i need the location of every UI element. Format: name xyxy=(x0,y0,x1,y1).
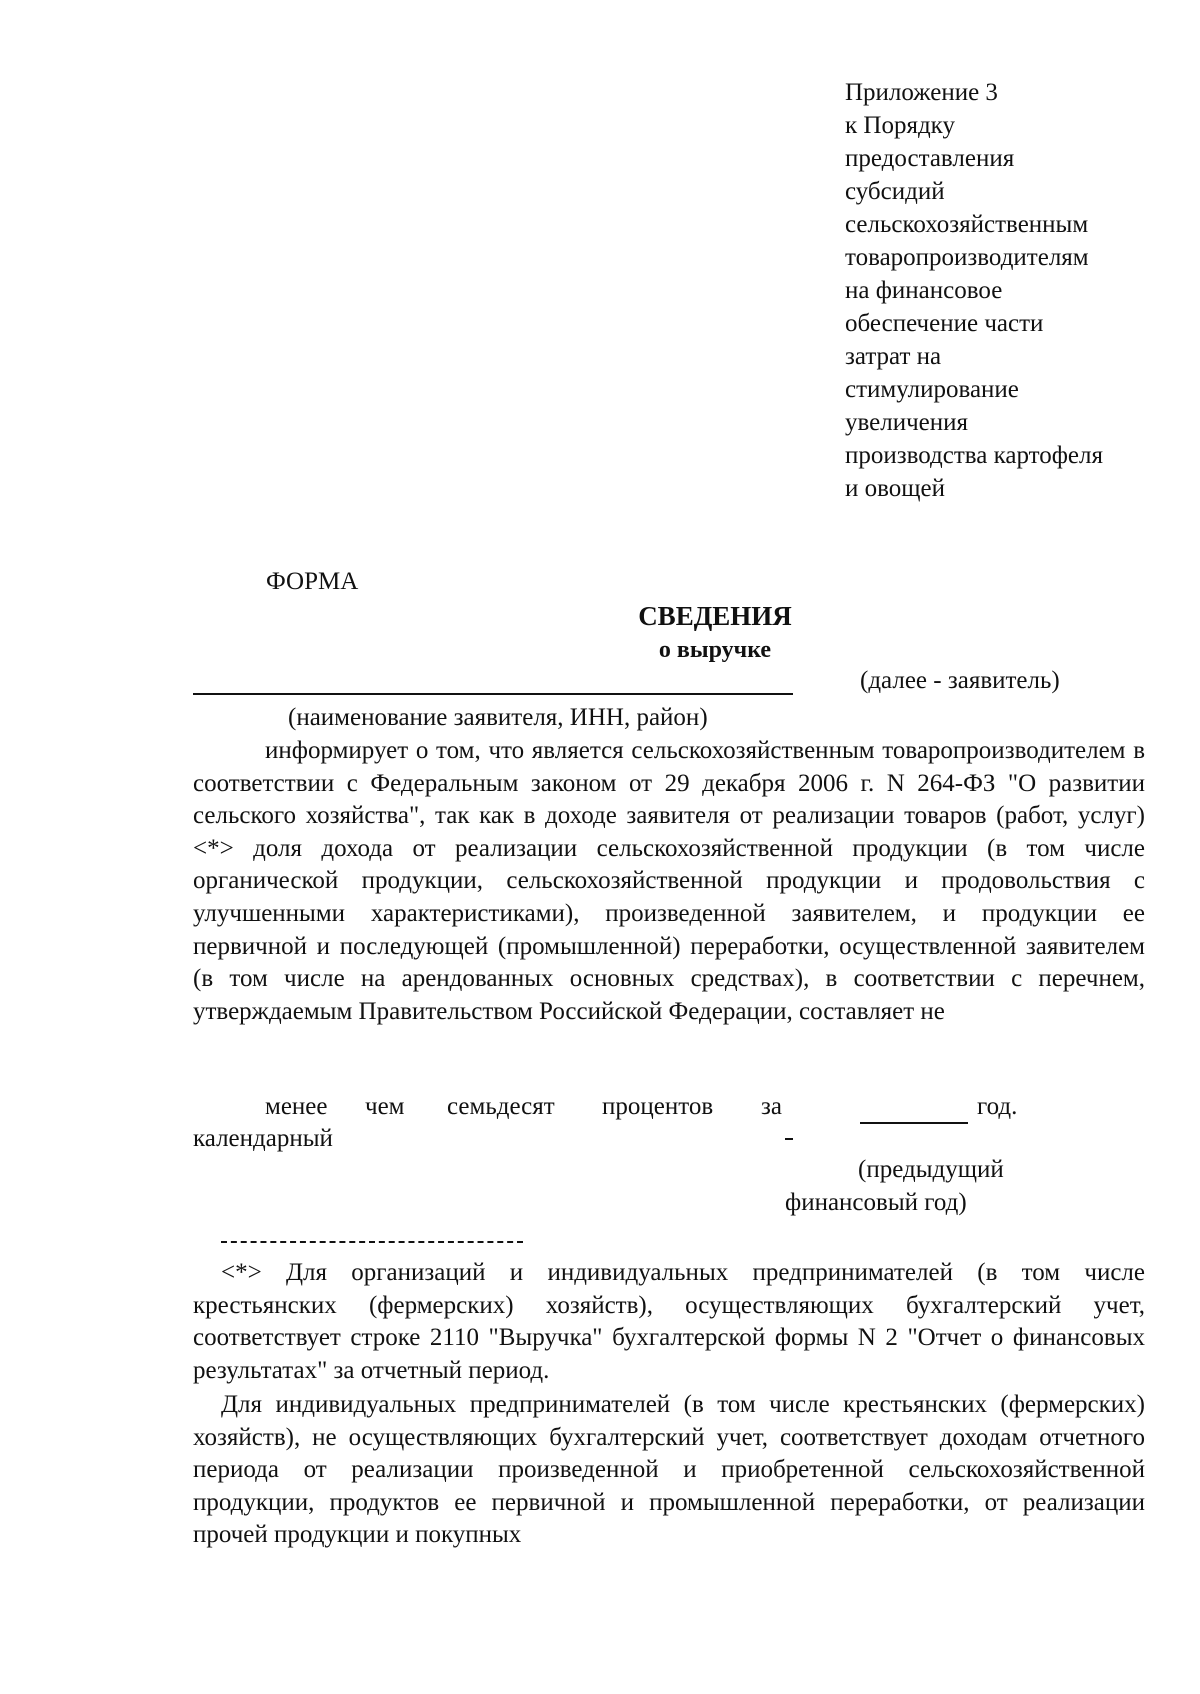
appendix-line: сельскохозяйственным xyxy=(845,211,1089,238)
applicant-name-fill-line xyxy=(193,693,793,695)
year-fill-line xyxy=(860,1122,968,1124)
percent-row-word: процентов xyxy=(602,1093,714,1120)
appendix-line: затрат на xyxy=(845,343,942,370)
appendix-line: на финансовое xyxy=(845,277,1003,304)
appendix-line: товаропроизводителям xyxy=(845,244,1089,271)
footnote-paragraph-1: <*> Для организаций и индивидуальных предпринимателей (в том числе крестьянских (фермерских) хозяйств), осуществляющих бухгалтерский учет, соответствует строке 2110 "Выручка" бухгалтерской формы N 2 "Отчет о финансовых результатах" за отчетный период. xyxy=(193,1259,1145,1384)
dash-mark xyxy=(785,1138,793,1140)
appendix-line: Приложение 3 xyxy=(845,79,998,106)
footnote-separator xyxy=(221,1241,523,1243)
appendix-line: и овощей xyxy=(845,475,945,502)
appendix-line: субсидий xyxy=(845,178,945,205)
appendix-line: производства картофеля xyxy=(845,442,1104,469)
prev-year-caption-line1: (предыдущий xyxy=(858,1156,1004,1183)
appendix-line: увеличения xyxy=(845,409,969,436)
appendix-block xyxy=(845,76,1165,505)
appendix-line: обеспечение части xyxy=(845,310,1044,337)
prev-year-caption-line2: финансовый год) xyxy=(785,1189,967,1216)
year-suffix: год. xyxy=(977,1093,1018,1120)
applicant-name-caption: (наименование заявителя, ИНН, район) xyxy=(288,704,708,731)
percent-row-word: за xyxy=(761,1093,782,1120)
calendar-word: календарный xyxy=(193,1125,333,1152)
footnote-paragraph-2: Для индивидуальных предпринимателей (в том числе крестьянских (фермерских) хозяйств), не осуществляющих бухгалтерский учет, соответствует доходам отчетного периода от реализации произведенной и приобретенной сельскохозяйственной продукции, продуктов ее первичной и промышленной переработки, от реализации прочей продукции и покупных xyxy=(193,1391,1145,1549)
appendix-line: стимулирование xyxy=(845,376,1019,403)
document-subtitle: о выручке xyxy=(658,637,772,663)
percent-row-word: чем xyxy=(365,1093,405,1120)
appendix-line: к Порядку xyxy=(845,112,955,139)
form-label: ФОРМА xyxy=(266,568,359,595)
percent-row-word: менее xyxy=(265,1093,328,1120)
hereinafter-applicant: (далее - заявитель) xyxy=(860,667,1060,694)
appendix-line: предоставления xyxy=(845,145,1015,172)
percent-row-word: семьдесят xyxy=(447,1093,555,1120)
main-paragraph: информирует о том, что является сельскохозяйственным товаропроизводителем в соответствии с Федеральным законом от 29 декабря 2006 г. N 264-ФЗ "О развитии сельского хозяйства", так как в доходе заявителя от реализации товаров (работ, услуг) <*> доля дохода от реализации сельскохозяйственной продукции (в том числе органической продукции, сельскохозяйственной продукции и продовольствия с улучшенными характеристиками), произведенной заявителем, и продукции ее первичной и последующей (промышленной) переработки, осуществленной заявителем (в том числе на арендованных основных средствах), в соответствии с перечнем, утверждаемым Правительством Российской Федерации, составляет не xyxy=(193,737,1145,1025)
document-title: СВЕДЕНИЯ xyxy=(638,601,792,631)
